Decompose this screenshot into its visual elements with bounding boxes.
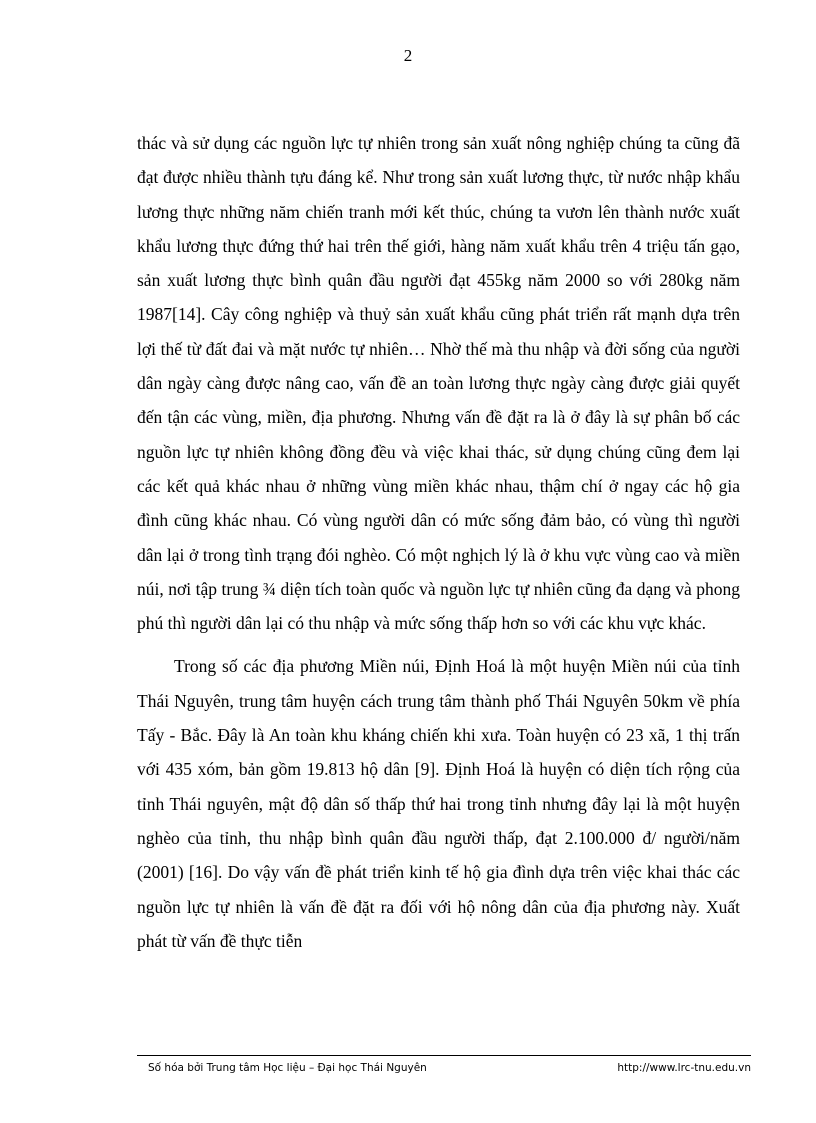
page-number: 2 [403,46,413,65]
footer-url: http://www.lrc-tnu.edu.vn [617,1062,751,1074]
footer-source-text: Số hóa bởi Trung tâm Học liệu – Đại học Thái Nguyên [148,1062,427,1074]
paragraph-2: Trong số các địa phương Miền núi, Định Hoá là một huyện Miền núi của tỉnh Thái Nguyên, trung tâm huyện cách trung tâm thành phố Thái Nguyên 50km về phía Tấy - Bắc. Đây là An toàn khu kháng chiến khi xưa. Toàn huyện có 23 xã, 1 thị trấn với 435 xóm, bản gồm 19.813 hộ dân [9]. Định Hoá là huyện có diện tích rộng của tỉnh Thái nguyên, mật độ dân số thấp thứ hai trong tỉnh nhưng đây lại là một huyện nghèo của tỉnh, thu nhập bình quân đầu người thấp, đạt 2.100.000 đ/ người/năm (2001) [16]. Do vậy vấn đề phát triển kinh tế hộ gia đình dựa trên việc khai thác các nguồn lực tự nhiên là vấn đề đặt ra đối với hộ nông dân của địa phương này. Xuất phát từ vấn đề thực tiễn [137,656,740,951]
document-body [137,126,740,958]
footer-divider [137,1055,751,1056]
paragraph-1: thác và sử dụng các nguồn lực tự nhiên trong sản xuất nông nghiệp chúng ta cũng đã đạt được nhiều thành tựu đáng kể. Như trong sản xuất lương thực, từ nước nhập khẩu lương thực những năm chiến tranh mới kết thúc, chúng ta vươn lên thành nước xuất khẩu lương thực đứng thứ hai trên thế giới, hàng năm xuất khẩu trên 4 triệu tấn gạo, sản xuất lương thực bình quân đầu người đạt 455kg năm 2000 so với 280kg năm 1987[14]. Cây công nghiệp và thuỷ sản xuất khẩu cũng phát triển rất mạnh dựa trên lợi thế từ đất đai và mặt nước tự nhiên… Nhờ thế mà thu nhập và đời sống của người dân ngày càng được nâng cao, vấn đề an toàn lương thực ngày càng được giải quyết đến tận các vùng, miền, địa phương. Nhưng vấn đề đặt ra là ở đây là sự phân bố các nguồn lực tự nhiên không đồng đều và việc khai thác, sử dụng chúng cũng đem lại các kết quả khác nhau ở những vùng miền khác nhau, thậm chí ở ngay các hộ gia đình cũng khác nhau. Có vùng người dân có mức sống đảm bảo, có vùng thì người dân lại ở trong tình trạng đói nghèo. Có một nghịch lý là ở khu vực vùng cao và miền núi, nơi tập trung ¾ diện tích toàn quốc và nguồn lực tự nhiên cũng đa dạng và phong phú thì người dân lại có thu nhập và mức sống thấp hơn so với các khu vực khác. [137,133,740,634]
